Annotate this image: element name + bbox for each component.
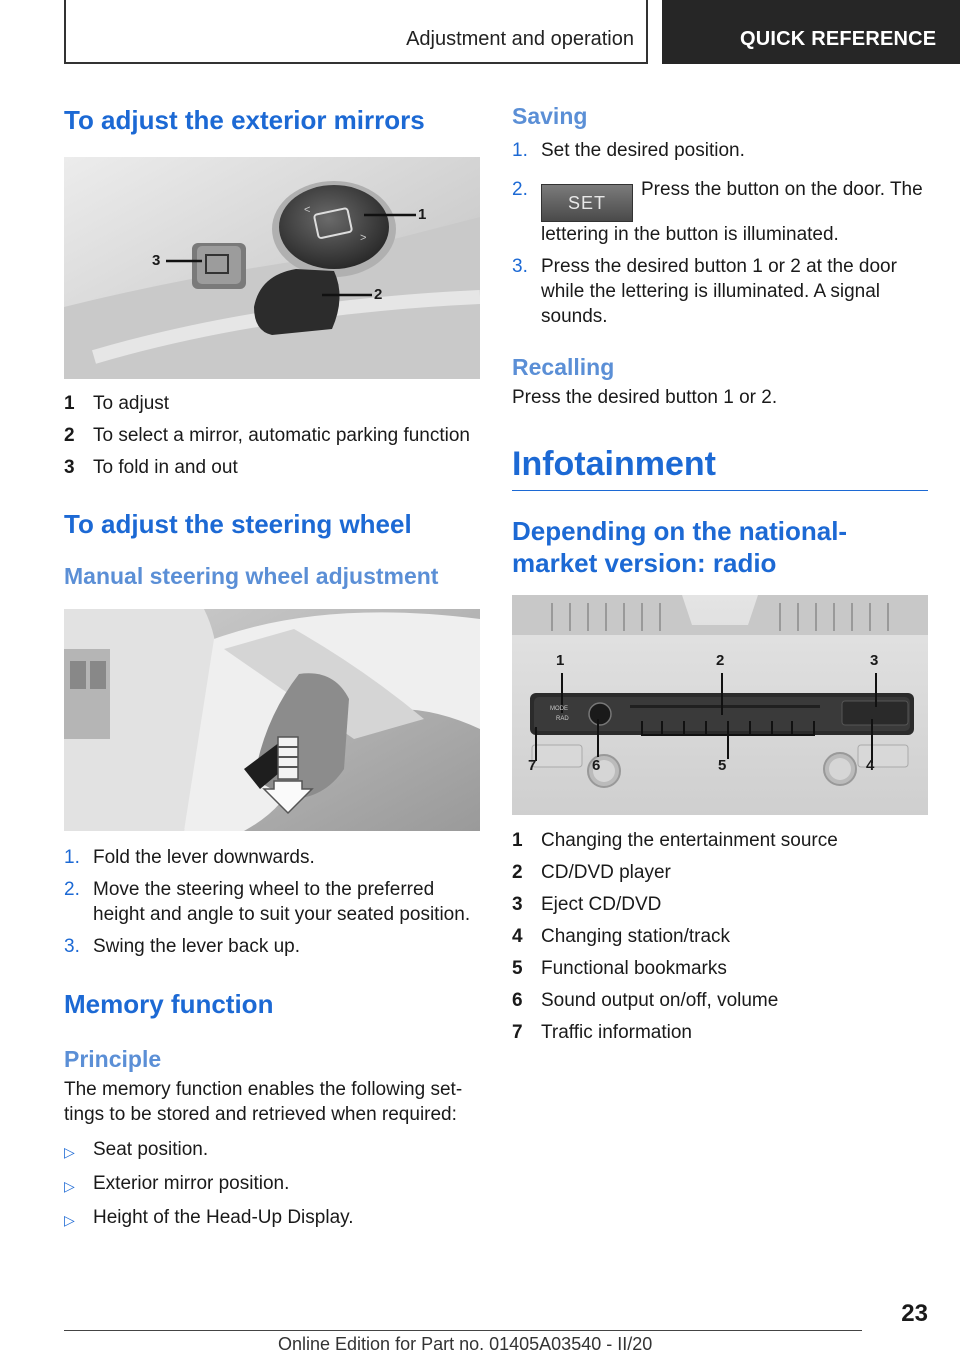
radio-callout-4: 4	[866, 757, 875, 774]
footer-edition: Online Edition for Part no. 01405A03540 - II/20	[278, 1334, 653, 1354]
svg-text:<: <	[304, 204, 311, 216]
triangle-bullet-icon: ▷	[64, 1178, 75, 1194]
memory-heading: Memory function	[64, 989, 274, 1019]
infotainment-heading: Infotainment	[512, 445, 716, 483]
right-column	[512, 96, 928, 1052]
radio-callout-2: 2	[716, 652, 725, 669]
header-chapter-tab[interactable]	[662, 0, 960, 64]
mirror-callout-2: 2	[374, 286, 383, 303]
list-item: 1 Changing the entertainment source	[512, 830, 838, 851]
list-item: 1. Fold the lever downwards.	[64, 847, 315, 868]
footer-divider	[64, 1330, 862, 1331]
steering-heading: To adjust the steering wheel	[64, 509, 412, 539]
list-item: 6 Sound output on/off, volume	[512, 990, 779, 1011]
saving-heading: Saving	[512, 103, 588, 129]
memory-bullets	[64, 1137, 480, 1233]
list-item: ▷ Seat position.	[64, 1137, 480, 1165]
list-item: 3 Eject CD/DVD	[512, 894, 662, 915]
mirror-callout-3: 3	[152, 252, 161, 269]
saving-steps	[512, 138, 928, 329]
steering-steps	[64, 845, 480, 959]
steering-lever-illustration	[64, 609, 480, 831]
radio-legend	[512, 828, 928, 1045]
mirror-legend	[64, 391, 480, 480]
list-item: 7 Traffic information	[512, 1022, 692, 1043]
recalling-text: Press the desired button 1 or 2.	[512, 387, 778, 408]
radio-rad-label: RAD	[556, 716, 569, 722]
left-column	[64, 96, 480, 1239]
list-item: ▷ Height of the Head-Up Display.	[64, 1205, 480, 1233]
svg-text:>: >	[360, 232, 367, 244]
radio-callout-5: 5	[718, 757, 727, 774]
header-section-box	[64, 0, 648, 64]
header-chapter-title: QUICK REFERENCE	[740, 28, 937, 50]
principle-text: The memory function enables the following settings to be stored and retrieved when required:	[64, 1079, 463, 1125]
radio-panel-illustration	[512, 595, 928, 815]
list-item: 2 CD/DVD player	[512, 862, 671, 883]
mirror-callout-1: 1	[418, 206, 427, 223]
header-section-title: Adjustment and operation	[406, 28, 634, 50]
list-item: 3. Swing the lever back up.	[64, 936, 301, 957]
principle-heading: Principle	[64, 1046, 162, 1072]
page-number: 23	[901, 1300, 928, 1327]
set-button-icon: SET	[541, 184, 633, 222]
recalling-heading: Recalling	[512, 354, 615, 380]
radio-callout-7: 7	[528, 757, 537, 774]
list-item: 4 Changing station/track	[512, 926, 731, 947]
radio-mode-label: MODE	[550, 706, 568, 712]
triangle-bullet-icon: ▷	[64, 1144, 75, 1160]
radio-callout-1: 1	[556, 652, 565, 669]
mirror-controls-illustration	[64, 157, 480, 379]
radio-callout-6: 6	[592, 757, 601, 774]
list-item: 3. Press the desired button 1 or 2 at the door while the lettering is illuminated. A signal sounds.	[512, 256, 897, 327]
list-item: 3 To fold in and out	[64, 457, 238, 478]
list-item: 1 To adjust	[64, 393, 170, 414]
radio-panel-figure	[512, 595, 928, 815]
steering-subheading: Manual steering wheel adjustment	[64, 563, 439, 589]
list-item: 2 To select a mirror, automatic parking function	[64, 425, 471, 446]
steering-lever-figure	[64, 609, 480, 831]
list-item: 2. Move the steering wheel to the preferred height and angle to suit your seated position.	[64, 879, 471, 925]
list-item: 1. Set the desired position.	[512, 140, 745, 161]
mirrors-heading: To adjust the exterior mirrors	[64, 105, 425, 135]
list-item: 5 Functional bookmarks	[512, 958, 727, 979]
triangle-bullet-icon: ▷	[64, 1212, 75, 1228]
infotainment-heading-block	[512, 444, 928, 491]
radio-callout-3: 3	[870, 652, 879, 669]
radio-heading: Depending on the national-market version: radio	[512, 516, 848, 578]
list-item: 2. SETPress the button on the door. The lettering in the button is illuminated.	[512, 179, 923, 245]
list-item: ▷ Exterior mirror position.	[64, 1171, 480, 1199]
mirror-controls-figure	[64, 157, 480, 379]
